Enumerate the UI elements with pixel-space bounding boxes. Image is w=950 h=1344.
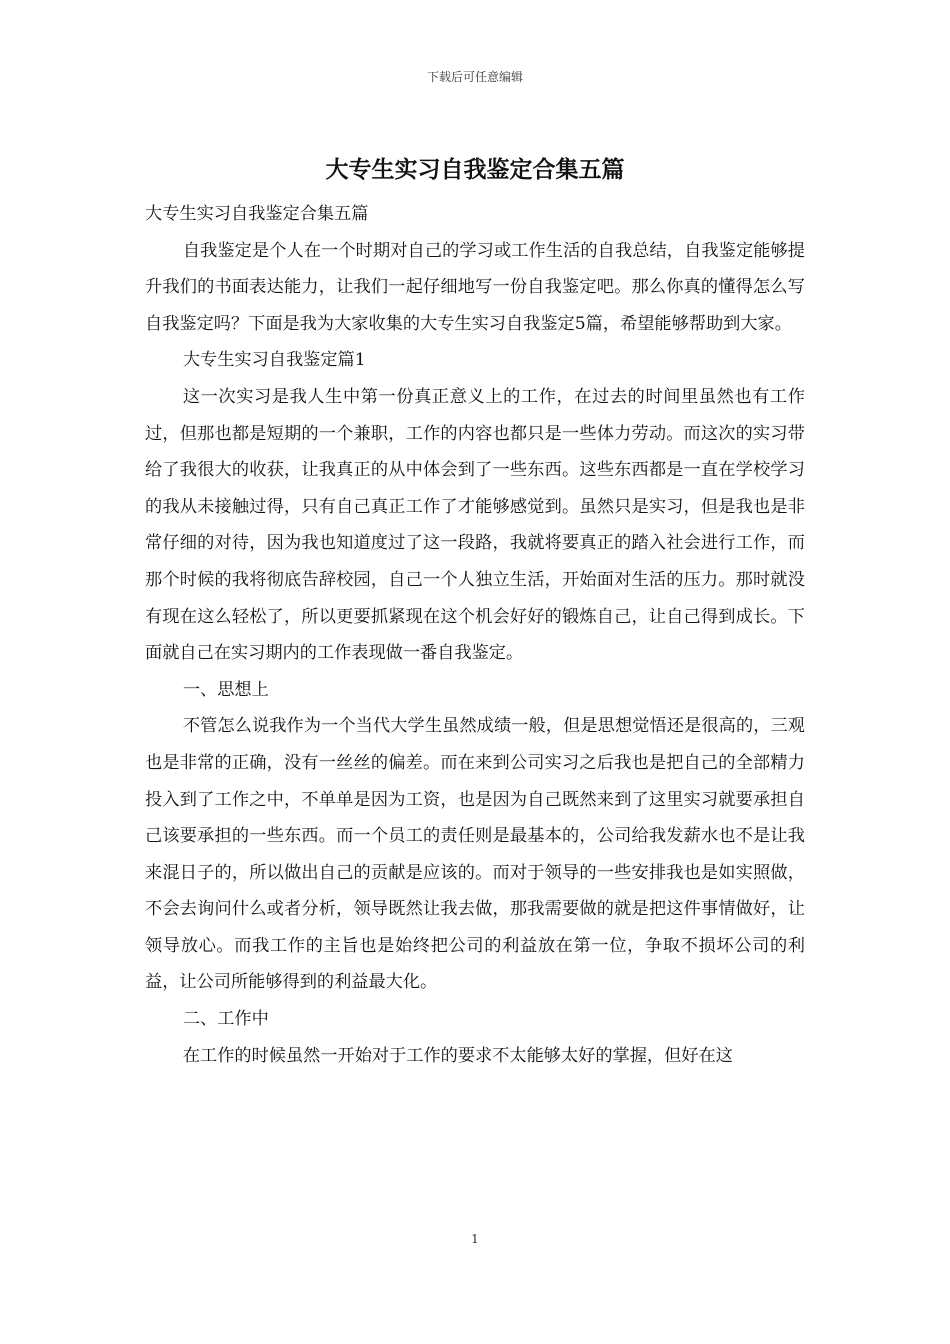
subtitle-paragraph: 大专生实习自我鉴定合集五篇 bbox=[145, 204, 369, 224]
body-paragraph-3: 在工作的时候虽然一开始对于工作的要求不太能够太好的掌握，但好在这 bbox=[182, 1045, 733, 1066]
page-number: 1 bbox=[471, 1232, 479, 1246]
section-heading-thought: 一、思想上 bbox=[182, 679, 269, 700]
body-paragraph-1: 这一次实习是我人生中第一份真正意义上的工作，在过去的时间里虽然也有工作过，但那也都是短期的一个兼职，工作的内容也都只是一些体力劳动。而这次的实习带给了我很大的收获，让我真正的从中体会到了一些东西。这些东西都是一直在学校学习的我从未接触过得，只有自己真正工作了才能够感觉到。虽然只是实习，但是我也是非常仔细的对待，因为我也知道度过了这一段路，我就将要真正的踏入社会进行工作，而那个时候的我将彻底告辞校园，自己一个人独立生活，开始面对生活的压力。那时就没有现在这么轻松了，所以更要抓紧现在这个机会好好的锻炼自己，让自己得到成长。下面就自己在实习期内的工作表现做一番自我鉴定。 bbox=[145, 386, 805, 664]
header-note: 下载后可任意编辑 bbox=[426, 70, 523, 84]
section-heading-part-1: 大专生实习自我鉴定篇1 bbox=[182, 350, 366, 371]
body-paragraph-2: 不管怎么说我作为一个当代大学生虽然成绩一般，但是思想觉悟还是很高的，三观也是非常的正确，没有一丝丝的偏差。而在来到公司实习之后我也是把自己的全部精力投入到了工作之中，不单单是因为工资，也是因为自己既然来到了这里实习就要承担自己该要承担的一些东西。而一个员工的责任则是最基本的，公司给我发薪水也不是让我来混日子的，所以做出自己的贡献是应该的。而对于领导的一些安排我也是如实照做，不会去询问什么或者分析，领导既然让我去做，那我需要做的就是把这件事情做好，让领导放心。而我工作的主旨也是始终把公司的利益放在第一位，争取不损坏公司的利益，让公司所能够得到的利益最大化。 bbox=[145, 716, 805, 993]
section-heading-work: 二、工作中 bbox=[182, 1009, 269, 1030]
intro-paragraph: 自我鉴定是个人在一个时期对自己的学习或工作生活的自我总结，自我鉴定能够提升我们的书面表达能力，让我们一起仔细地写一份自我鉴定吧。那么你真的懂得怎么写自我鉴定吗？下面是我为大家收集的大专生实习自我鉴定5篇，希望能够帮助到大家。 bbox=[145, 240, 805, 334]
document-title: 大专生实习自我鉴定合集五篇 bbox=[325, 156, 625, 183]
document-body bbox=[145, 196, 805, 1074]
